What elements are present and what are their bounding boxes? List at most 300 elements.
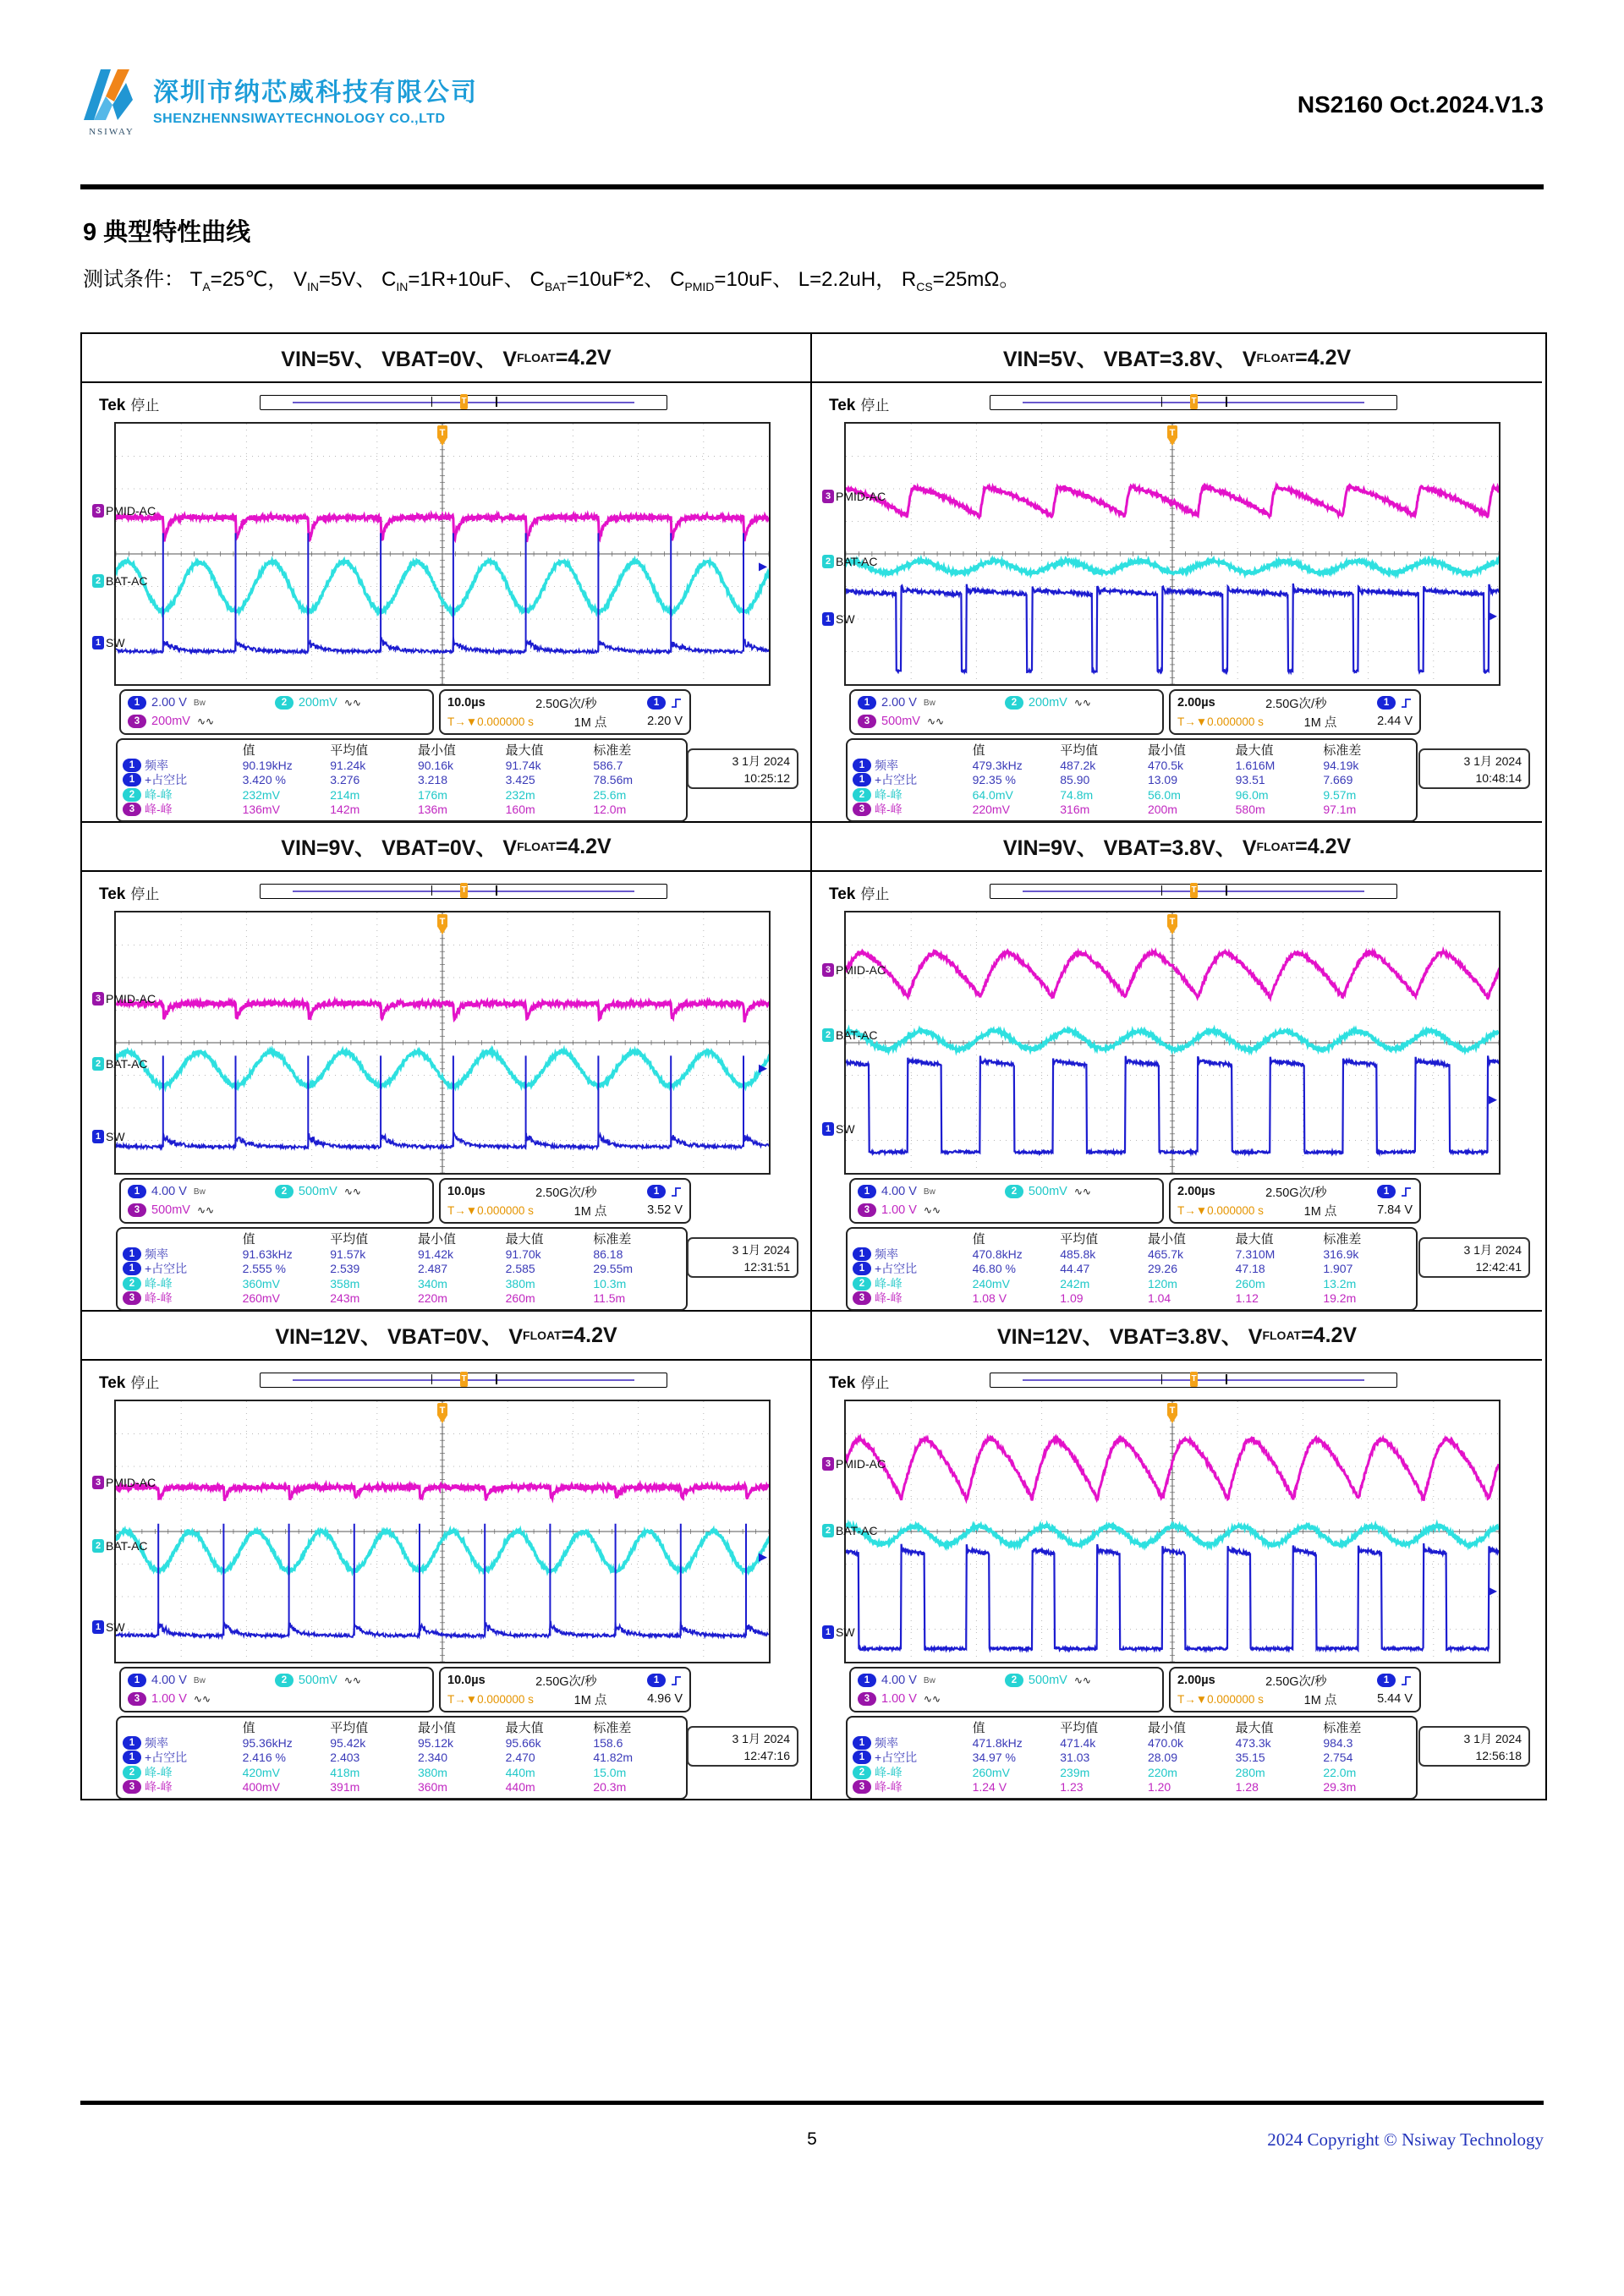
- cell: 260mV: [242, 1291, 280, 1306]
- row-label: 峰-峰: [145, 1780, 173, 1795]
- time: 10:25:12: [743, 771, 790, 785]
- channel2-scale: 500mV: [298, 1185, 337, 1198]
- channel1-label: [822, 612, 855, 626]
- cell: 95.12k: [417, 1735, 453, 1750]
- rising-edge-icon: [671, 1674, 683, 1686]
- timebase: 2.00µs: [1177, 696, 1215, 710]
- cell: 1.09: [1060, 1291, 1084, 1306]
- channel1-badge-icon: 1: [123, 1247, 141, 1261]
- acquisition-status: 停止: [860, 1375, 890, 1391]
- cell: 91.57k: [330, 1247, 366, 1261]
- cell: 440m: [505, 1765, 535, 1779]
- channel1-badge-icon: 1: [858, 696, 876, 710]
- channel-readouts: [119, 689, 691, 735]
- rising-edge-icon: [671, 697, 683, 709]
- row-label: +占空比: [875, 1751, 918, 1765]
- scope-panel: [812, 383, 1542, 823]
- measurement-row-ch3-pkpk: [123, 803, 681, 818]
- cell: 586.7: [593, 758, 623, 772]
- zoom-bracket-right: [1226, 397, 1227, 407]
- trigger-position-bar: [990, 884, 1397, 899]
- bandwidth-limit-icon: Bw: [193, 1675, 206, 1685]
- cell: 41.82m: [593, 1751, 634, 1765]
- cell: 1.04: [1147, 1291, 1171, 1306]
- row-label: 频率: [875, 1735, 898, 1750]
- measurement-row-ch2-pkpk: [123, 787, 681, 803]
- channel2-badge-icon: 2: [275, 1674, 294, 1687]
- channel1-scale: 4.00 V: [881, 1674, 917, 1687]
- record-length: 1M 点: [573, 715, 607, 730]
- measurement-row-ch2-pkpk: [853, 787, 1411, 803]
- channel1-scale: 4.00 V: [881, 1185, 917, 1198]
- zoom-bracket-right: [496, 885, 497, 896]
- channel1-scale: 4.00 V: [151, 1674, 187, 1687]
- cell: 2.555 %: [242, 1262, 286, 1276]
- cell: 239m: [1060, 1765, 1090, 1779]
- channel1-badge-icon: 1: [128, 1674, 146, 1687]
- cell: 1.24 V: [972, 1780, 1007, 1795]
- channel3-scale: 1.00 V: [151, 1692, 187, 1706]
- trigger-position-bar: [260, 395, 667, 410]
- cell: 120m: [1147, 1276, 1177, 1290]
- graticule: [114, 422, 771, 686]
- cell: 2.539: [330, 1262, 360, 1276]
- cell: 46.80 %: [972, 1262, 1016, 1276]
- sample-rate: 2.50G次/秒: [535, 697, 597, 711]
- page-number: 5: [807, 2129, 817, 2149]
- channel1-label: [92, 636, 125, 649]
- scope-panel: [812, 872, 1542, 1312]
- trigger-position-icon: T: [460, 883, 468, 898]
- channel2-badge-icon: 2: [1005, 1674, 1023, 1687]
- panel-title: VIN=5V、 VBAT=3.8V、 V FLOAT =4.2V: [812, 334, 1542, 383]
- cell: 360mV: [242, 1276, 280, 1290]
- characteristics-grid: [80, 332, 1547, 1800]
- measurement-row-duty: [123, 773, 681, 788]
- channel2-label: [92, 1057, 148, 1071]
- channel1-badge-icon: 1: [853, 1751, 871, 1764]
- channel2-marker-icon: 2: [822, 1524, 834, 1537]
- channel3-marker-icon: 3: [92, 992, 104, 1006]
- tek-logo: Tek: [829, 397, 856, 414]
- row-label: 峰-峰: [875, 803, 903, 817]
- scope-status: [829, 393, 889, 412]
- channel1-scale: 2.00 V: [881, 696, 917, 710]
- channel2-marker-icon: 2: [92, 1539, 104, 1553]
- tek-logo: Tek: [829, 885, 856, 903]
- trigger-level: 2.44 V: [1377, 715, 1413, 728]
- ac-coupling-icon: ∿∿: [923, 1693, 941, 1705]
- cell: 316m: [1060, 803, 1090, 817]
- channel-readouts: [119, 1178, 691, 1224]
- col-stddev: 标准差: [593, 1721, 632, 1735]
- trigger-position-icon: T: [1190, 394, 1198, 409]
- datetime-box: [1418, 1726, 1530, 1767]
- measurement-row-duty: [123, 1262, 681, 1277]
- col-min: 最小值: [417, 743, 456, 758]
- channel3-badge-icon: 3: [123, 1780, 141, 1794]
- cell: 64.0mV: [972, 787, 1013, 802]
- sample-rate: 2.50G次/秒: [535, 1186, 597, 1200]
- measurement-row-frequency: [123, 1735, 681, 1751]
- cell: 440m: [505, 1780, 535, 1795]
- zoom-bracket-right: [496, 1374, 497, 1384]
- col-value: 值: [242, 1721, 255, 1735]
- tek-logo: Tek: [99, 885, 126, 903]
- cell: 1.12: [1235, 1291, 1259, 1306]
- row-label: 峰-峰: [875, 1291, 903, 1306]
- cell: 580m: [1235, 803, 1265, 817]
- row-label: 峰-峰: [875, 787, 903, 802]
- channel3-signal-name: PMID-AC: [106, 991, 156, 1006]
- cell: 473.3k: [1235, 1735, 1271, 1750]
- channel3-badge-icon: 3: [123, 803, 141, 816]
- channel1-badge-icon: 1: [853, 1262, 871, 1275]
- channel3-label: [822, 963, 886, 977]
- cell: 158.6: [593, 1735, 623, 1750]
- panel-title: VIN=12V、 VBAT=3.8V、 V FLOAT =4.2V: [812, 1312, 1542, 1361]
- sample-rate: 2.50G次/秒: [1265, 1674, 1327, 1689]
- cell: 95.42k: [330, 1735, 366, 1750]
- measurement-row-duty: [853, 773, 1411, 788]
- cell: 1.616M: [1235, 758, 1276, 772]
- row-label: 峰-峰: [875, 1276, 903, 1290]
- bandwidth-limit-icon: Bw: [923, 1186, 935, 1197]
- measurement-row-duty: [853, 1262, 1411, 1277]
- time: 12:47:16: [743, 1749, 790, 1762]
- channel1-marker-icon: 1: [92, 1620, 104, 1634]
- measurement-row-ch2-pkpk: [123, 1765, 681, 1780]
- trigger-position-icon: T: [460, 394, 468, 409]
- row-label: 频率: [875, 758, 898, 772]
- trigger-position-readout: T→▼0.000000 s: [1177, 715, 1264, 728]
- cell: 19.2m: [1323, 1291, 1357, 1306]
- graticule: [844, 422, 1501, 686]
- channel1-signal-name: SW: [836, 1625, 855, 1639]
- cell: 400mV: [242, 1780, 280, 1795]
- col-min: 最小值: [417, 1232, 456, 1247]
- measurement-table: [116, 1227, 688, 1311]
- cell: 260m: [505, 1291, 535, 1306]
- cell: 485.8k: [1060, 1247, 1096, 1261]
- timebase: 2.00µs: [1177, 1674, 1215, 1687]
- col-value: 值: [972, 1721, 985, 1735]
- channel1-label: [822, 1625, 855, 1639]
- header-rule: [80, 184, 1544, 189]
- row-label: 频率: [145, 758, 168, 772]
- zoom-bracket-left: [1161, 397, 1163, 407]
- cell: 29.26: [1147, 1262, 1177, 1276]
- cell: 13.09: [1147, 773, 1177, 787]
- channel3-marker-icon: 3: [822, 1457, 834, 1471]
- cell: 1.907: [1323, 1262, 1353, 1276]
- ac-coupling-icon: ∿∿: [1073, 1674, 1091, 1686]
- channel2-badge-icon: 2: [1005, 696, 1023, 710]
- cell: 1.23: [1060, 1780, 1084, 1795]
- scope-panel: [82, 872, 812, 1312]
- cell: 420mV: [242, 1765, 280, 1779]
- date: 3 1月 2024: [1463, 754, 1522, 768]
- zoom-bracket-left: [1161, 1374, 1163, 1384]
- cell: 470.8kHz: [972, 1247, 1023, 1261]
- col-max: 最大值: [1235, 1232, 1274, 1247]
- measurement-table: [846, 1227, 1418, 1311]
- oscilloscope-screenshot: [82, 1361, 810, 1799]
- channel1-badge-icon: 1: [123, 1262, 141, 1275]
- trigger-position-icon: T: [1190, 883, 1198, 898]
- trigger-position-readout: T→▼0.000000 s: [1177, 1203, 1264, 1217]
- trigger-position-bar: [260, 884, 667, 899]
- measurement-row-frequency: [123, 1247, 681, 1262]
- cell: 74.8m: [1060, 787, 1094, 802]
- channel2-badge-icon: 2: [853, 788, 871, 802]
- vertical-scale-box: [119, 689, 434, 735]
- cell: 11.5m: [593, 1291, 626, 1306]
- cell: 214m: [330, 787, 360, 802]
- cell: 94.19k: [1323, 758, 1359, 772]
- channel3-marker-icon: 3: [92, 1476, 104, 1489]
- row-label: 频率: [145, 1735, 168, 1750]
- cell: 29.55m: [593, 1262, 634, 1276]
- cell: 487.2k: [1060, 758, 1096, 772]
- acquisition-status: 停止: [860, 886, 890, 902]
- cell: 358m: [330, 1276, 360, 1290]
- cell: 316.9k: [1323, 1247, 1359, 1261]
- horizontal-trigger-box: [1169, 1178, 1421, 1224]
- col-stddev: 标准差: [1323, 743, 1362, 758]
- graticule: [844, 1400, 1501, 1663]
- cell: 31.03: [1060, 1751, 1090, 1765]
- channel3-signal-name: PMID-AC: [106, 1475, 156, 1489]
- time: 12:42:41: [1475, 1260, 1522, 1274]
- cell: 85.90: [1060, 773, 1090, 787]
- channel2-scale: 500mV: [298, 1674, 337, 1687]
- ac-coupling-icon: ∿∿: [343, 1186, 361, 1197]
- graticule-area: [95, 911, 767, 1171]
- channel1-badge-icon: 1: [853, 1247, 871, 1261]
- cell: 418m: [330, 1765, 360, 1779]
- channel1-badge-icon: 1: [853, 773, 871, 786]
- channel2-marker-icon: 2: [822, 1028, 834, 1042]
- col-max: 最大值: [1235, 1721, 1274, 1735]
- channel2-badge-icon: 2: [123, 1766, 141, 1779]
- row-label: 峰-峰: [145, 1765, 173, 1779]
- cell: 91.63kHz: [242, 1247, 293, 1261]
- col-mean: 平均值: [330, 1232, 369, 1247]
- row-label: 峰-峰: [875, 1780, 903, 1795]
- channel1-badge-icon: 1: [128, 1185, 146, 1198]
- col-min: 最小值: [1147, 1721, 1186, 1735]
- col-min: 最小值: [1147, 743, 1186, 758]
- svg-text:T: T: [439, 917, 446, 927]
- bandwidth-limit-icon: Bw: [923, 698, 935, 708]
- channel1-label: [92, 1130, 125, 1143]
- channel1-marker-icon: 1: [822, 1625, 834, 1639]
- time: 12:31:51: [743, 1260, 790, 1274]
- row-label: 峰-峰: [145, 803, 173, 817]
- col-stddev: 标准差: [593, 1232, 632, 1247]
- cell: 92.35 %: [972, 773, 1016, 787]
- tek-logo: Tek: [829, 1374, 856, 1392]
- scope-status: [99, 1371, 160, 1392]
- channel-readouts: [849, 1178, 1421, 1224]
- measurement-row-frequency: [123, 758, 681, 773]
- channel3-signal-name: PMID-AC: [836, 1457, 886, 1471]
- record-length: 1M 点: [573, 1204, 607, 1219]
- channel3-badge-icon: 3: [123, 1291, 141, 1305]
- cell: 200m: [1147, 803, 1177, 817]
- cell: 220mV: [972, 803, 1010, 817]
- row-label: 频率: [875, 1247, 898, 1261]
- cell: 95.36kHz: [242, 1735, 293, 1750]
- cell: 232mV: [242, 787, 280, 802]
- svg-text:T: T: [1169, 917, 1176, 927]
- datetime-box: [1418, 1237, 1530, 1278]
- cell: 260m: [1235, 1276, 1265, 1290]
- timebase: 2.00µs: [1177, 1185, 1215, 1198]
- document-revision: NS2160 Oct.2024.V1.3: [1297, 91, 1544, 118]
- col-stddev: 标准差: [1323, 1721, 1362, 1735]
- trigger-position-icon: T: [460, 1372, 468, 1387]
- col-value: 值: [972, 1232, 985, 1247]
- graticule-area: [825, 422, 1497, 682]
- zoom-bracket-right: [1226, 885, 1227, 896]
- channel1-scale: 2.00 V: [151, 696, 187, 710]
- zoom-bracket-left: [431, 397, 433, 407]
- zoom-bracket-left: [1161, 885, 1163, 896]
- channel2-label: [92, 574, 148, 588]
- measurement-row-frequency: [853, 758, 1411, 773]
- zoom-bracket-right: [1226, 1374, 1227, 1384]
- channel3-scale: 1.00 V: [881, 1203, 917, 1217]
- cell: 56.0m: [1147, 787, 1181, 802]
- trigger-position-bar: [990, 1373, 1397, 1388]
- channel1-marker-icon: 1: [822, 1122, 834, 1136]
- channel2-scale: 500mV: [1028, 1185, 1067, 1198]
- row-label: +占空比: [875, 1262, 918, 1276]
- channel2-badge-icon: 2: [853, 1277, 871, 1290]
- channel2-label: [822, 555, 878, 568]
- col-value: 值: [242, 743, 255, 758]
- trigger-source-badge-icon: 1: [647, 1185, 666, 1198]
- measurement-table: [846, 738, 1418, 822]
- channel3-scale: 500mV: [151, 1203, 190, 1217]
- scope-status: [99, 882, 159, 901]
- timebase: 10.0µs: [447, 1185, 486, 1198]
- channel2-signal-name: BAT-AC: [836, 555, 878, 569]
- cell: 2.340: [417, 1751, 447, 1765]
- cell: 7.669: [1323, 773, 1353, 787]
- cell: 91.24k: [330, 758, 366, 772]
- channel2-scale: 200mV: [298, 696, 337, 710]
- cell: 7.310M: [1235, 1247, 1276, 1261]
- col-max: 最大值: [505, 1721, 544, 1735]
- channel2-badge-icon: 2: [275, 1185, 294, 1198]
- cell: 243m: [330, 1291, 360, 1306]
- svg-text:T: T: [1169, 1406, 1176, 1416]
- channel2-marker-icon: 2: [92, 574, 104, 588]
- channel1-badge-icon: 1: [123, 1751, 141, 1764]
- channel3-label: [92, 1476, 156, 1489]
- channel3-signal-name: PMID-AC: [106, 504, 156, 518]
- horizontal-trigger-box: [439, 689, 691, 735]
- cell: 90.19kHz: [242, 758, 293, 772]
- cell: 240mV: [972, 1276, 1010, 1290]
- graticule: [114, 1400, 771, 1663]
- ac-coupling-icon: ∿∿: [196, 715, 215, 727]
- ac-coupling-icon: ∿∿: [923, 1204, 941, 1216]
- col-stddev: 标准差: [1323, 1232, 1362, 1247]
- measurement-row-ch3-pkpk: [853, 803, 1411, 818]
- ac-coupling-icon: ∿∿: [196, 1204, 215, 1216]
- horizontal-trigger-box: [1169, 689, 1421, 735]
- cell: 10.3m: [593, 1276, 627, 1290]
- timebase: 10.0µs: [447, 696, 486, 710]
- channel3-badge-icon: 3: [853, 1780, 871, 1794]
- graticule-area: [95, 422, 767, 682]
- channel2-marker-icon: 2: [822, 555, 834, 568]
- channel3-scale: 500mV: [881, 715, 920, 728]
- panel-title: VIN=5V、 VBAT=0V、 V FLOAT =4.2V: [82, 334, 812, 383]
- channel2-scale: 500mV: [1028, 1674, 1067, 1687]
- vertical-scale-box: [849, 1667, 1164, 1712]
- measurement-row-frequency: [853, 1735, 1411, 1751]
- record-length: 1M 点: [1303, 1693, 1337, 1707]
- col-max: 最大值: [505, 1232, 544, 1247]
- scope-panel: [82, 383, 812, 823]
- cell: 1.20: [1147, 1780, 1171, 1795]
- vertical-scale-box: [849, 1178, 1164, 1224]
- measurement-row-duty: [853, 1751, 1411, 1766]
- vertical-scale-box: [849, 689, 1164, 735]
- channel3-label: [92, 504, 156, 518]
- channel1-label: [822, 1122, 855, 1136]
- panel-title: VIN=9V、 VBAT=0V、 V FLOAT =4.2V: [82, 823, 812, 872]
- cell: 136m: [417, 803, 447, 817]
- datetime-box: [1418, 748, 1530, 789]
- trigger-source-badge-icon: 1: [1377, 1674, 1396, 1687]
- measurement-row-ch3-pkpk: [123, 1780, 681, 1795]
- col-mean: 平均值: [330, 743, 369, 758]
- row-label: 峰-峰: [875, 1765, 903, 1779]
- vertical-scale-box: [119, 1178, 434, 1224]
- zoom-bracket-left: [431, 1374, 433, 1384]
- cell: 2.585: [505, 1262, 535, 1276]
- trigger-position-bar: [990, 395, 1397, 410]
- acquisition-status: 停止: [130, 1375, 160, 1391]
- channel1-marker-icon: 1: [92, 636, 104, 649]
- channel3-badge-icon: 3: [853, 803, 871, 816]
- trigger-level: 7.84 V: [1377, 1203, 1413, 1217]
- section-heading: 9 典型特性曲线: [83, 219, 251, 246]
- acquisition-status: 停止: [860, 397, 890, 414]
- cell: 25.6m: [593, 787, 627, 802]
- cell: 3.420 %: [242, 773, 286, 787]
- cell: 78.56m: [593, 773, 634, 787]
- cell: 232m: [505, 787, 535, 802]
- channel-readouts: [849, 1667, 1421, 1712]
- channel3-badge-icon: 3: [853, 1291, 871, 1305]
- cell: 380m: [505, 1276, 535, 1290]
- cell: 20.3m: [593, 1780, 627, 1795]
- horizontal-trigger-box: [439, 1178, 691, 1224]
- channel2-badge-icon: 2: [123, 788, 141, 802]
- oscilloscope-screenshot: [82, 872, 810, 1310]
- measurement-header-row: [853, 742, 1411, 758]
- scope-status: [829, 1371, 890, 1392]
- cell: 360m: [417, 1780, 447, 1795]
- channel1-signal-name: SW: [836, 1121, 855, 1136]
